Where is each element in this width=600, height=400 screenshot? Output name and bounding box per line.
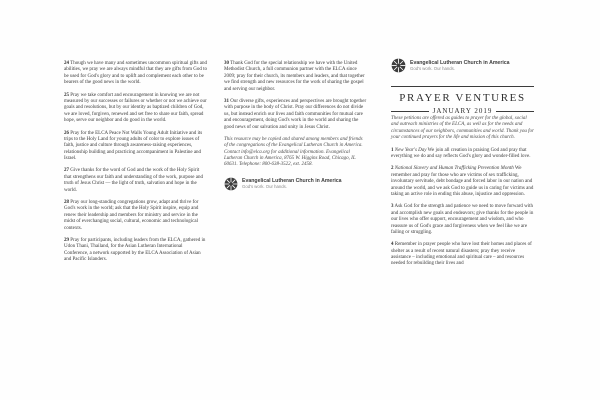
petition-number: 29 — [64, 237, 69, 243]
petition-text: Give thanks for the word of God and the work of the Holy Spirit that strengthens our faith and understanding of the work, purpose and truth of Jesus Christ — the light of truth, salvation and hope in the world. — [64, 168, 203, 193]
petition-text: Though we have many and sometimes uncommon spiritual gifts and abilities, we pray we are always mindful that they are gifts from God to be used for God's glory and to uplift and complement each other to be bearers of the good news in the world. — [64, 61, 208, 86]
petition-day-lead: National Slavery and Human Trafficking Prevention Month — [394, 166, 514, 172]
petition-paragraph — [224, 61, 367, 93]
petition-text: Remember in prayer people who have lost their homes and places of shelter as a result of recent natural disasters; pray they receive assistance – including emotional and spiritual care – and resources needed for rebuilding their lives and — [391, 242, 532, 267]
petition-paragraph — [64, 238, 207, 264]
cover-column — [391, 58, 534, 274]
middle-text-column — [224, 61, 367, 191]
petition-paragraph — [64, 200, 207, 232]
petition-text: We remember and pray for those who are victims of sex trafficking, involuntary servitude, debt bondage and forced labor in our nation and around the world, and we ask God to guide us in caring for victims and taking an active role in ending this abuse, injustice and oppression. — [391, 166, 534, 197]
elca-globe-cross-icon — [391, 58, 406, 73]
petition-number: 24 — [64, 61, 69, 66]
petition-number: 28 — [64, 200, 69, 206]
elca-logo-text — [242, 178, 342, 190]
petition-paragraph — [391, 166, 534, 198]
petition-paragraph — [64, 168, 207, 194]
masthead — [391, 86, 534, 116]
petition-number: 4 — [391, 242, 394, 248]
masthead-subtitle-row — [391, 107, 534, 116]
intro-paragraph: These petitions are offered as guides to prayer for the global, social and outreach ministries of the ELCA, as well as for the needs and circumstances of our neighbors, communities and world. Thank you for your continued prayers for the life and mission of this church. — [391, 116, 535, 141]
petition-number: 26 — [64, 130, 69, 136]
elca-logo-name: Evangelical Lutheran Church in America — [242, 177, 342, 184]
petition-text: Pray for the ELCA Peace Not Walls Young Adult Initiative and its trips to the Holy Land for young adults of color to explore issues of faith, justice and culture through awareness-raising experiences, relationship building and practicing accompaniment in Palestine and Israel. — [64, 130, 203, 162]
elca-logo-tagline: God's work. Our hands. — [410, 66, 456, 72]
petition-text: We join all creation in praising God and pray that everything we do and say reflects God's glory and wonder-filled love. — [391, 147, 531, 159]
petition-number: 27 — [64, 168, 69, 174]
document-subtitle: JANUARY 2019 — [432, 107, 493, 116]
elca-globe-cross-icon — [224, 177, 238, 191]
petition-text: Pray for participants, including leaders from the ELCA, gathered in Udon Thani, Thailand, for the Asian Lutheran International Conference, a network supported by the ELCA Association of Asian and Pacific Islanders. — [64, 237, 206, 263]
elca-logo-name: Evangelical Lutheran Church in America — [410, 59, 510, 66]
petition-paragraph — [391, 148, 534, 161]
petition-number: 31 — [224, 98, 229, 104]
petition-number: 2 — [391, 166, 394, 172]
left-text-column — [64, 61, 207, 270]
elca-logo-tagline: God's work. Our hands. — [242, 184, 288, 190]
petition-paragraph — [391, 242, 534, 268]
elca-logo-text — [410, 60, 510, 72]
petition-paragraph — [64, 131, 207, 163]
petition-number: 1 — [391, 147, 394, 153]
petition-paragraph — [64, 61, 207, 87]
petition-number: 3 — [391, 204, 394, 210]
elca-logo-block — [391, 58, 534, 73]
masthead-top-rule — [391, 86, 534, 87]
subtitle-right-rule — [496, 111, 534, 112]
petition-text: Ask God for the strength and patience we need to move forward with and accomplish new goals and endeavors; give thanks for the people in our lives who offer support, encouragement and wisdom, and who reassure us of God's grace and forgiveness when we feel like we are failing or struggling. — [391, 204, 534, 235]
petition-text: Pray we take comfort and encouragement in knowing we are not measured by our successes or failures or whether or not we achieve our goals and resolutions, but by our identity as baptized children of God, we are loved, forgiven, renewed and set free to share our faith, spread hope, serve our neighbor and do good in the world. — [64, 92, 207, 124]
subtitle-left-rule — [391, 111, 429, 112]
petition-text: Pray our long-standing congregations grow, adapt and thrive for God's work in the world; ask that the Holy Spirit inspire, equip and renew their leadership and members for ministry and service in the midst of everchanging social, cultural, economic and technological contexts. — [64, 200, 199, 231]
petition-paragraph — [224, 99, 367, 131]
petition-text: Thank God for the special relationship we have with the United Methodist Church, a full communion partner with the ELCA since 2009; pray for their church, its members and leaders, and that together we find strength and new resources for the work of sharing the gospel and serving our neighbor. — [224, 61, 365, 92]
elca-logo-block — [224, 177, 367, 191]
copyright-permission-note: This resource may be copied and shared among members and friends of the congregations of the Evangelical Lutheran Church in America. Contact info@elca.org for additional information. Evangelical Lutheran Church in America, 8765 W. Higgins Road, Chicago, IL 60631. Telephone: 800-638-3522, ext. 2458. — [224, 136, 363, 168]
petition-paragraph — [391, 204, 534, 236]
document-title: PRAYER VENTURES — [399, 92, 526, 104]
petition-day-lead: New Year's Day — [394, 147, 427, 153]
petition-number: 25 — [64, 92, 69, 98]
petition-paragraph — [64, 93, 207, 125]
petition-text: Our diverse gifts, experiences and perspectives are brought together with purpose in the body of Christ. Pray our differences do not divide us, but instead enrich our lives and faith communities for mutual care and encouragement, doing God's work in the world and sharing the good news of our salvation and unity in Jesus Christ. — [224, 98, 367, 130]
petition-number: 30 — [224, 61, 229, 66]
